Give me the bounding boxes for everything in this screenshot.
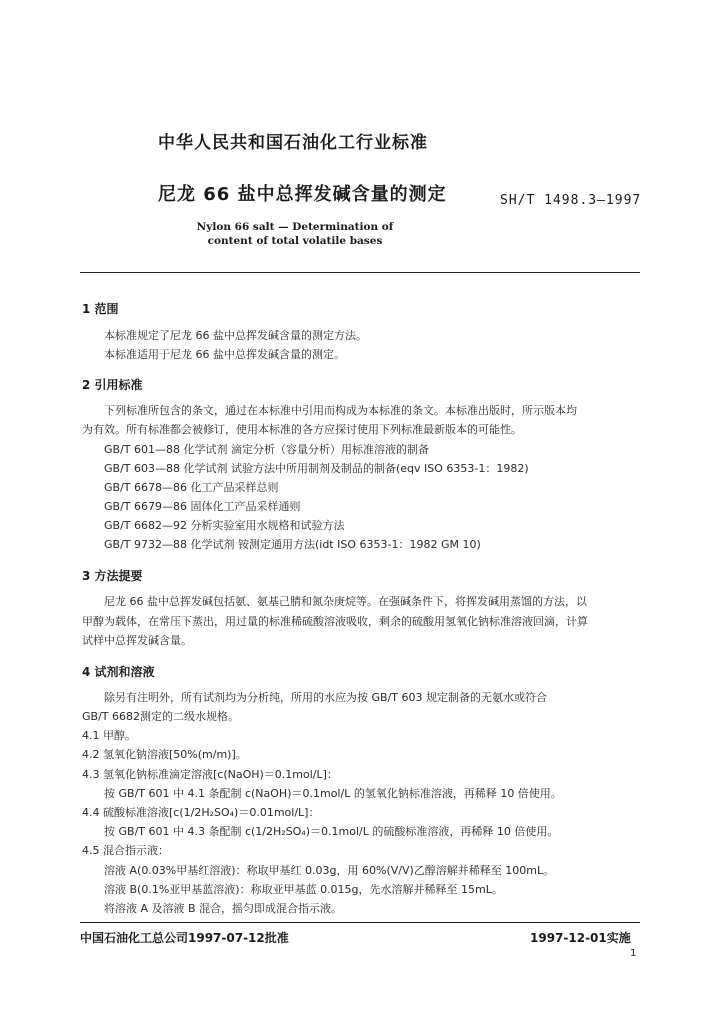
clause-4-4-text: 按 GB/T 601 中 4.3 条配制 c(1/2H₂SO₄)＝0.1mol/L 的硫酸标准溶液，再稀释 10 倍使用。	[104, 825, 559, 838]
english-title-line-1: Nylon 66 salt — Determination of	[196, 221, 394, 233]
page-number: 1	[630, 948, 637, 959]
clause-4-2: 4.2 氢氧化钠溶液[50%(m/m)]。	[82, 748, 247, 761]
section-2-para-2: 为有效。所有标准都会被修订，使用本标准的各方应探讨使用下列标准最新版本的可能性。	[82, 423, 522, 436]
issuing-body: 中华人民共和国石油化工行业标准	[158, 133, 428, 153]
section-4-heading: 4 试剂和溶液	[82, 665, 155, 679]
section-3-line: 尼龙 66 盐中总挥发碱包括氨、氨基己腈和氮杂庚烷等。在强碱条件下，将挥发碱用蒸馏的方法，以	[104, 595, 587, 608]
english-title-line-2: content of total volatile bases	[207, 235, 383, 247]
footer-divider	[80, 922, 640, 923]
section-1-para-1: 本标准规定了尼龙 66 盐中总挥发碱含量的测定方法。	[104, 329, 367, 342]
section-1-heading: 1 范围	[82, 302, 119, 316]
document-title: 尼龙 66 盐中总挥发碱含量的测定	[158, 184, 447, 205]
reference-item: GB/T 6678—86 化工产品采样总则	[104, 481, 279, 494]
clause-4-3-text: 按 GB/T 601 中 4.1 条配制 c(NaOH)＝0.1mol/L 的氢氧化钠标准溶液，再稀释 10 倍使用。	[104, 787, 562, 800]
section-2-heading: 2 引用标准	[82, 378, 143, 392]
section-4-line: GB/T 6682测定的二级水规格。	[82, 710, 239, 723]
approval-line: 中国石油化工总公司1997-07-12批准	[80, 931, 289, 945]
clause-4-4: 4.4 硫酸标准溶液[c(1/2H₂SO₄)＝0.01mol/L]：	[82, 806, 320, 819]
solution-b: 溶液 B(0.1%亚甲基蓝溶液)：称取亚甲基蓝 0.015g，先水溶解并稀释至 15mL。	[104, 883, 503, 896]
reference-item: GB/T 601—88 化学试剂 滴定分析（容量分析）用标准溶液的制备	[104, 443, 429, 456]
standard-number: SH/T 1498.3—1997	[500, 193, 642, 208]
reference-item: GB/T 6679—86 固体化工产品采样通则	[104, 500, 301, 513]
effective-date: 1997-12-01实施	[530, 931, 631, 945]
section-3-heading: 3 方法提要	[82, 569, 143, 583]
section-4-line: 除另有注明外，所有试剂均为分析纯，所用的水应为按 GB/T 603 规定制备的无氨水或符合	[104, 691, 547, 704]
english-title	[160, 220, 430, 248]
reference-item: GB/T 9732—88 化学试剂 铵测定通用方法(idt ISO 6353-1：1982 GM 10)	[104, 538, 481, 551]
section-3-line: 试样中总挥发碱含量。	[82, 634, 192, 647]
mix-instruction: 将溶液 A 及溶液 B 混合，摇匀即成混合指示液。	[104, 902, 343, 915]
reference-item: GB/T 6682—92 分析实验室用水规格和试验方法	[104, 519, 345, 532]
solution-a: 溶液 A(0.03%甲基红溶液)：称取甲基红 0.03g，用 60%(V/V)乙醇溶解并稀释至 100mL。	[104, 864, 555, 877]
header-divider	[80, 272, 640, 273]
section-1-para-2: 本标准适用于尼龙 66 盐中总挥发碱含量的测定。	[104, 348, 345, 361]
clause-4-5: 4.5 混合指示液：	[82, 844, 169, 857]
reference-item: GB/T 603—88 化学试剂 试验方法中所用制剂及制品的制备(eqv ISO 6353-1：1982)	[104, 462, 529, 475]
clause-4-3: 4.3 氢氧化钠标准滴定溶液[c(NaOH)＝0.1mol/L]：	[82, 768, 338, 781]
clause-4-1: 4.1 甲醇。	[82, 729, 136, 742]
section-3-line: 甲醇为载体，在常压下蒸出，用过量的标准稀硫酸溶液吸收，剩余的硫酸用氢氧化钠标准溶液回滴，计算	[82, 615, 588, 628]
section-2-para-1: 下列标准所包含的条文，通过在本标准中引用而构成为本标准的条文。本标准出版时，所示版本均	[104, 404, 577, 417]
